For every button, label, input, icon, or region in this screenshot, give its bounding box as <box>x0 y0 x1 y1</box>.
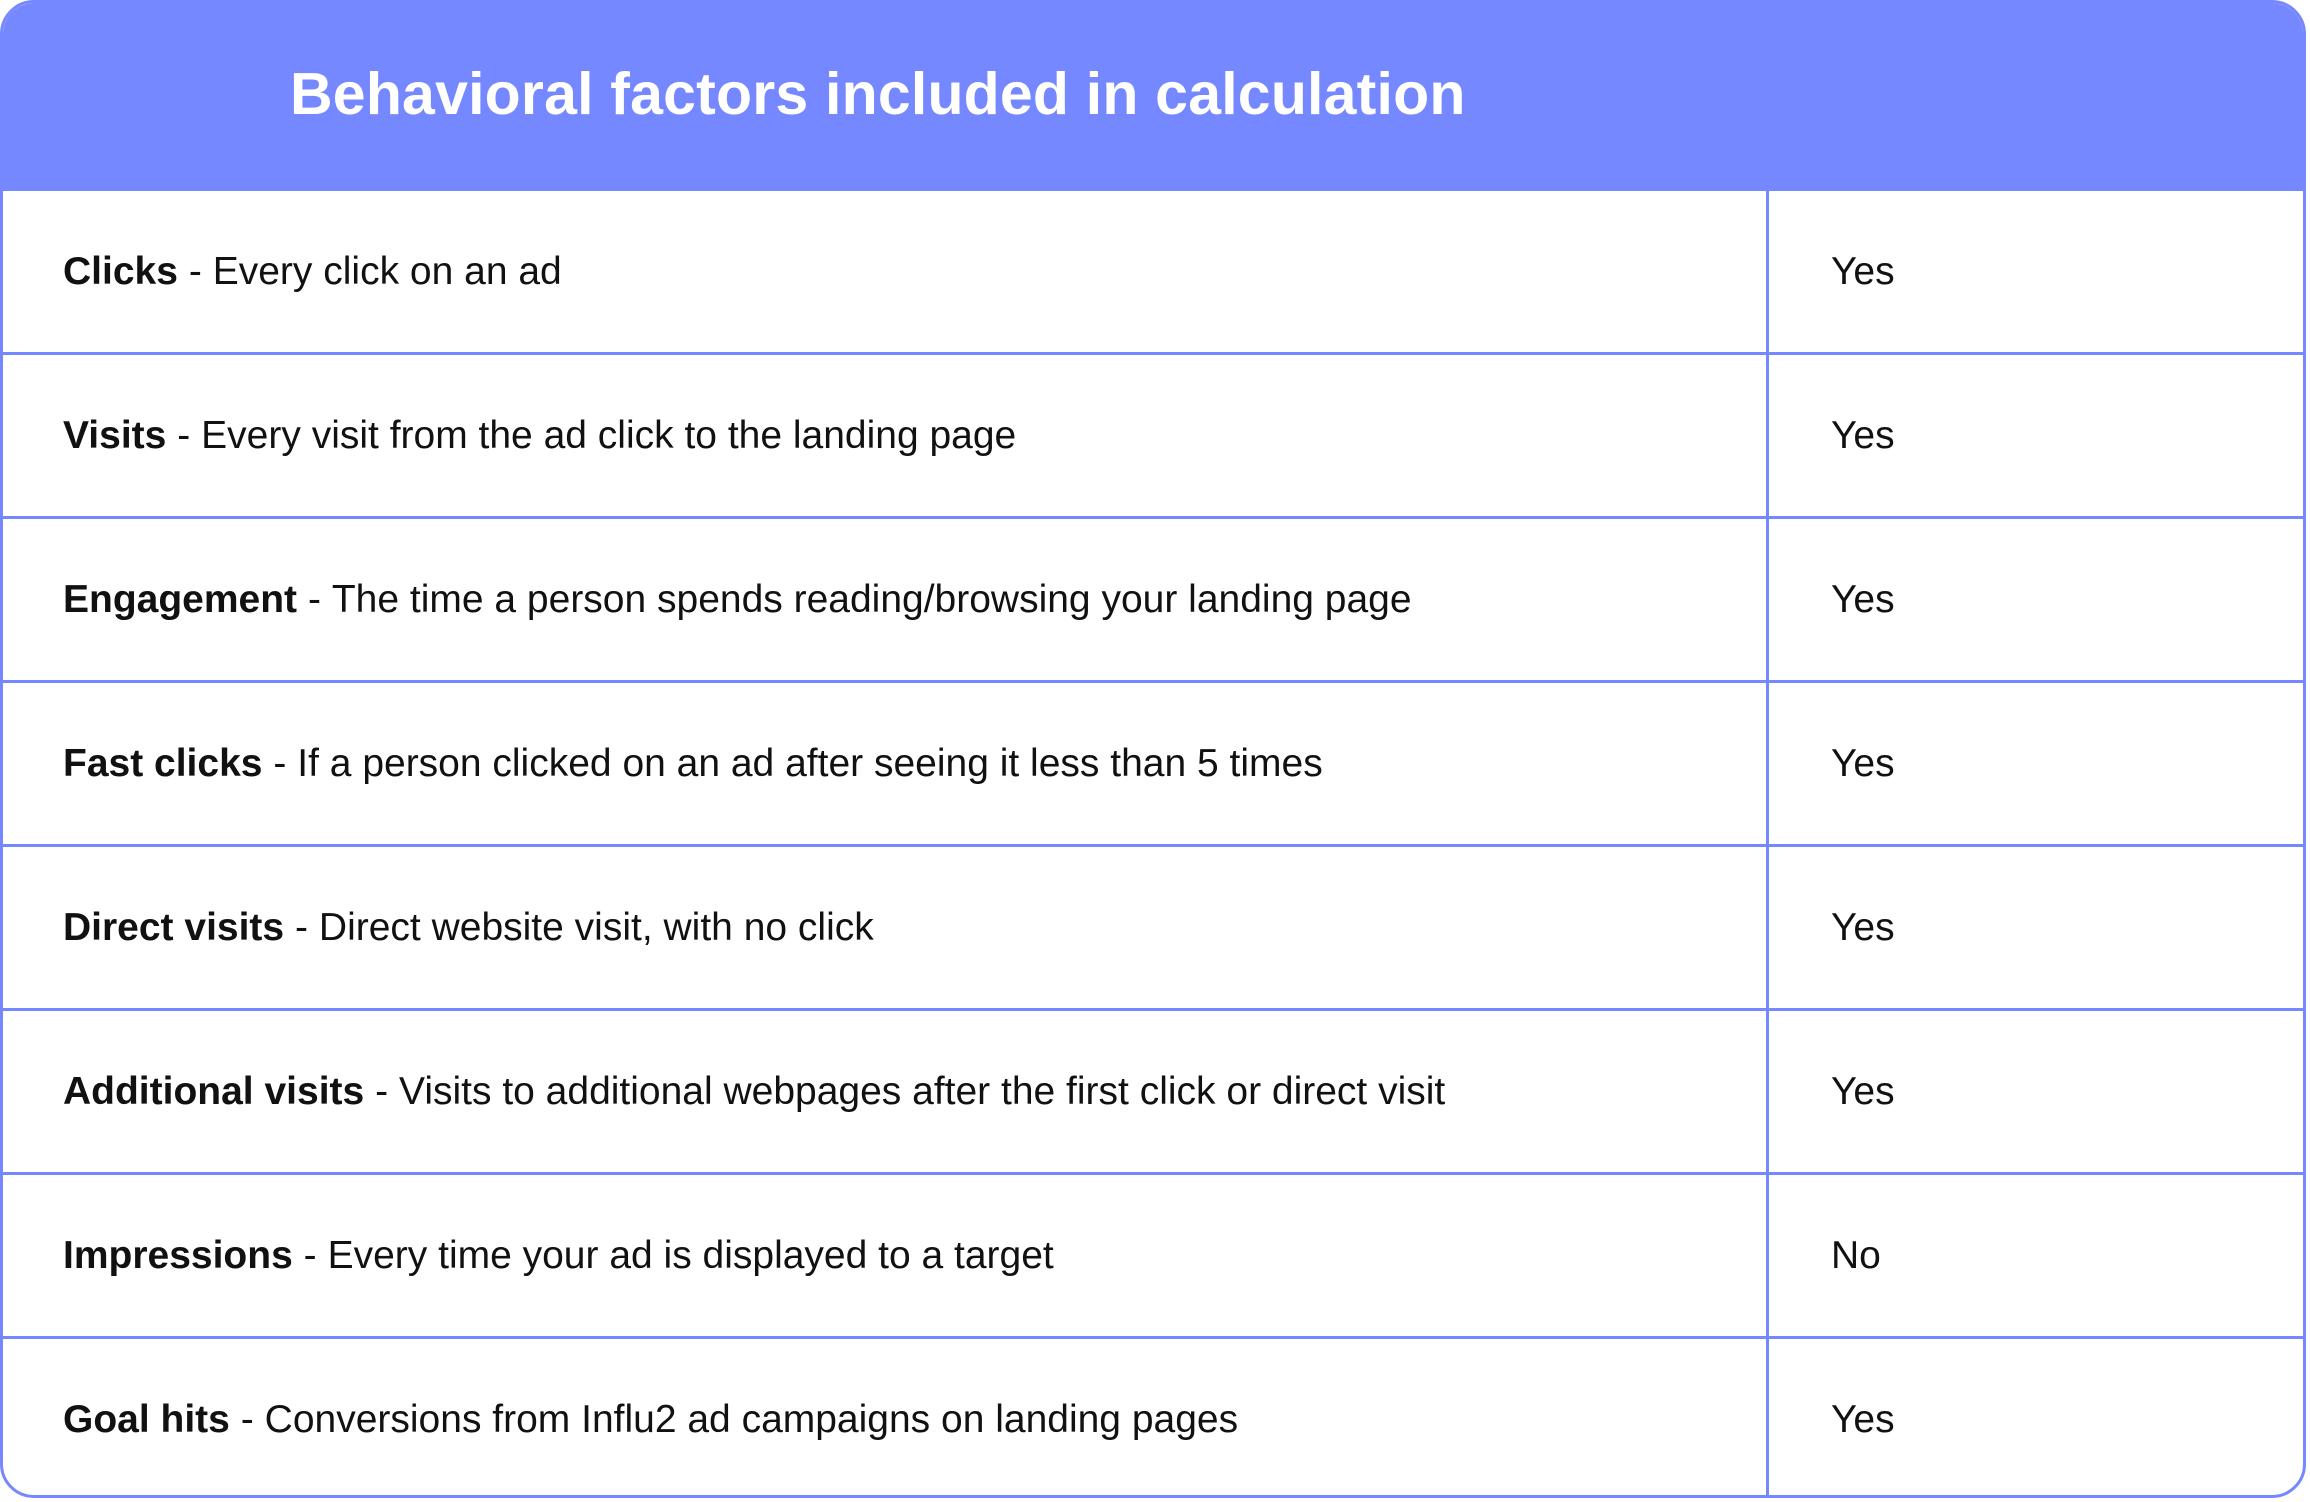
factor-name: Fast clicks <box>63 741 263 785</box>
factor-description: Direct website visit, with no click <box>318 905 874 949</box>
factor-separator: - <box>303 1233 317 1277</box>
factor-description: Conversions from Influ2 ad campaigns on landing pages <box>264 1397 1239 1441</box>
factor-cell <box>3 519 1769 680</box>
table-row <box>3 1008 2303 1172</box>
factor-separator: - <box>188 249 202 293</box>
factor-description: The time a person spends reading/browsing your landing page <box>331 577 1412 621</box>
factor-description: Every time your ad is displayed to a target <box>327 1233 1054 1277</box>
factor-description: If a person clicked on an ad after seeing it less than 5 times <box>297 741 1323 785</box>
factor-cell <box>3 683 1769 844</box>
table-row <box>3 1172 2303 1336</box>
table-row <box>3 1336 2303 1498</box>
table-row <box>3 352 2303 516</box>
factor-separator: - <box>177 413 191 457</box>
factor-name: Additional visits <box>63 1069 365 1113</box>
factor-description: Every click on an ad <box>212 249 562 293</box>
factor-separator: - <box>273 741 287 785</box>
included-value: Yes <box>1831 249 1895 293</box>
factor-cell <box>3 1011 1769 1172</box>
included-value: Yes <box>1831 905 1895 949</box>
factor-cell <box>3 191 1769 352</box>
included-value: No <box>1831 1233 1881 1277</box>
factor-cell <box>3 847 1769 1008</box>
factor-name: Goal hits <box>63 1397 230 1441</box>
table-body <box>3 191 2303 1498</box>
included-value: Yes <box>1831 413 1895 457</box>
included-value: Yes <box>1831 1397 1895 1441</box>
factor-description: Every visit from the ad click to the landing page <box>201 413 1017 457</box>
table-header <box>3 3 2303 191</box>
table-row <box>3 516 2303 680</box>
table-title: Behavioral factors included in calculation <box>290 61 1466 127</box>
included-value: Yes <box>1831 1069 1895 1113</box>
factor-separator: - <box>240 1397 254 1441</box>
factor-name: Clicks <box>63 249 178 293</box>
factor-description: Visits to additional webpages after the first click or direct visit <box>399 1069 1446 1113</box>
table-row <box>3 680 2303 844</box>
factor-separator: - <box>375 1069 389 1113</box>
table-row <box>3 191 2303 352</box>
factor-name: Impressions <box>63 1233 293 1277</box>
factor-cell <box>3 1339 1769 1498</box>
factor-name: Engagement <box>63 577 298 621</box>
factor-name: Direct visits <box>63 905 285 949</box>
factor-cell <box>3 355 1769 516</box>
table-row <box>3 844 2303 1008</box>
factor-separator: - <box>295 905 309 949</box>
included-value: Yes <box>1831 741 1895 785</box>
factor-name: Visits <box>63 413 167 457</box>
factor-cell <box>3 1175 1769 1336</box>
factor-separator: - <box>307 577 321 621</box>
included-value: Yes <box>1831 577 1895 621</box>
